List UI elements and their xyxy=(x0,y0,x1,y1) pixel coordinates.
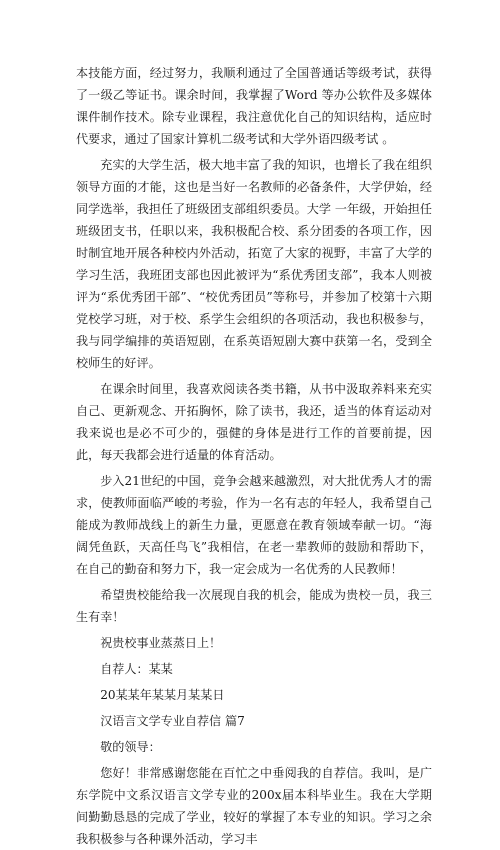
date-line: 20某某年某某月某某日 xyxy=(100,688,225,702)
paragraph-college-life: 充实的大学生活，极大地丰富了我的知识，也增长了我在组织领导方面的才能，这也是当好一名教师的必备条件，大学伊始，经同学选举，我担任了班级团支部组织委员。大学 一年级，开始担任班级团支书，任职以来，我积极配合校、系分团委的各项工作，因时制宜地开展各种校内外活动，拓宽了大家的视野，丰富了大学的学习生活，我班团支部也因此被评为“系优秀团支部”，我本人则被评为“系优秀团干部”、“校优秀团员”等称号，并参加了校第十六期党校学习班，对于校、系学生会组织的各项活动，我也积极参与，我与同学编排的英语短剧，在系英语短剧大赛中获第一名，受到全校师生的好评。 xyxy=(76,158,432,370)
paragraph-hope: 希望贵校能给我一次展现自我的机会，能成为贵校一员，我三生有幸！ xyxy=(76,588,432,624)
salutation: 敬的领导： xyxy=(100,740,161,754)
document-page xyxy=(76,62,432,850)
paragraph-spare-time: 在课余时间里，我喜欢阅读各类书籍，从书中汲取养料来充实自己、更新观念、开拓胸怀，除了读书，我还，适当的体育运动对我来说也是必不可少的，强健的身体是进行工作的首要前提，因此，每天我都会进行适量的体育活动。 xyxy=(76,382,432,462)
paragraph-aspiration: 步入21世纪的中国，竞争会越来越激烈，对大批优秀人才的需求，使教师面临严峻的考验，作为一名有志的年轻人，我希望自己能成为教师战线上的新生力量，更愿意在教育领域奉献一切。“海阔凭鱼跃，天高任鸟飞”我相信，在老一辈教师的鼓励和帮助下，在自己的勤奋和努力下，我一定会成为一名优秀的人民教师！ xyxy=(76,474,432,576)
paragraph-skills: 本技能方面，经过努力，我顺利通过了全国普通话等级考试，获得了一级乙等证书。课余时间，我掌握了Word 等办公软件及多媒体课件制作技术。除专业课程，我注意优化自己的知识结构，适应时代要求，通过了国家计算机二级考试和大学外语四级考试 。 xyxy=(76,66,432,146)
section-heading: 汉语言文学专业自荐信 篇7 xyxy=(100,714,245,728)
signature-line: 自荐人：某某 xyxy=(100,662,173,676)
paragraph-wishes: 祝贵校事业蒸蒸日上！ xyxy=(100,636,222,650)
paragraph-intro: 您好！非常感谢您能在百忙之中垂阅我的自荐信。我叫，是广东学院中文系汉语言文学专业的200x届本科毕业生。我在大学期间勤勤恳恳的完成了学业，较好的掌握了本专业的知识。学习之余我积极参与各种课外活动，学习丰 xyxy=(76,766,432,846)
